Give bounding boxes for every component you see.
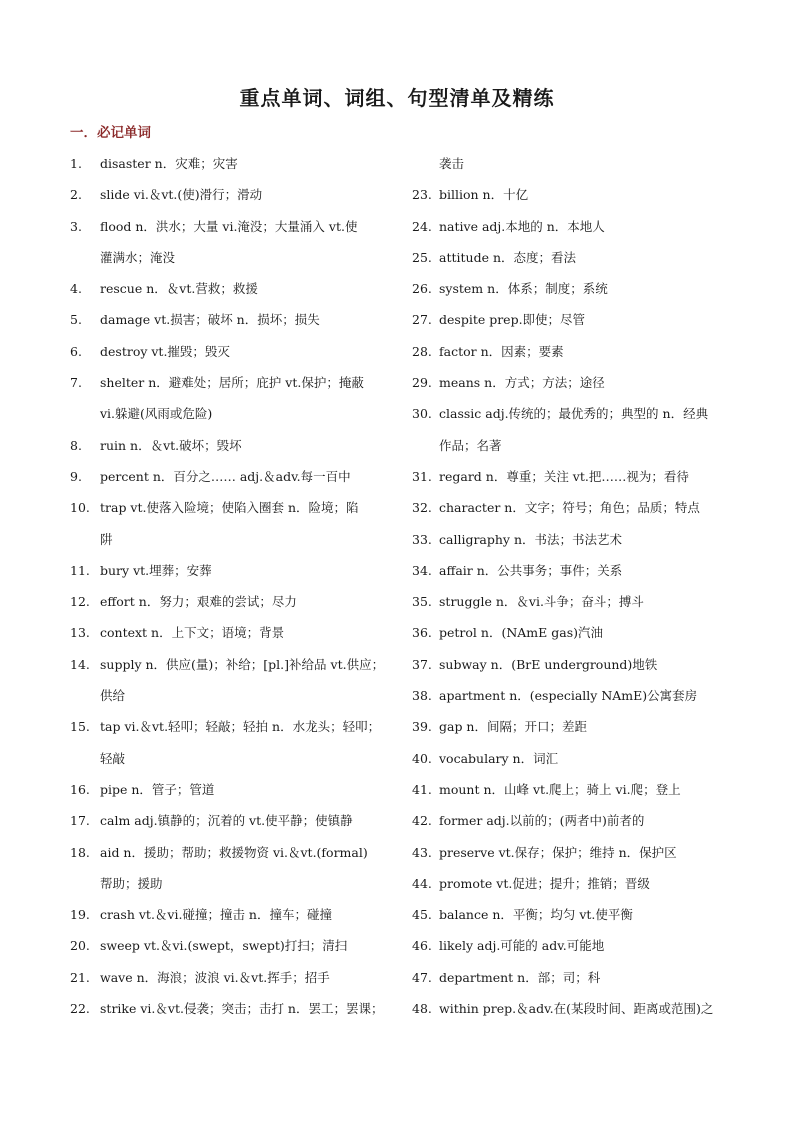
item-text: struggle n．＆vi.斗争；奋斗；搏斗	[439, 594, 644, 610]
item-number: 11.	[70, 562, 90, 578]
item-text: billion n．十亿	[439, 187, 529, 203]
item-text: factor n．因素；要素	[439, 343, 564, 359]
vocab-line	[412, 680, 732, 711]
item-text: tap vi.＆vt.轻叩；轻敲；轻拍 n．水龙头；轻叩；	[100, 719, 381, 735]
vocab-line	[412, 179, 732, 210]
item-number: 43.	[412, 844, 432, 860]
vocab-line	[412, 899, 732, 930]
item-text: trap vt.使落入险境；使陷入圈套 n．险境；陷	[100, 500, 359, 516]
item-text: despite prep.即使；尽管	[439, 312, 586, 328]
item-number: 17.	[70, 813, 90, 829]
vocab-line	[70, 617, 400, 648]
item-number: 23.	[412, 187, 432, 203]
item-text: rescue n．＆vt.营救；救援	[100, 281, 258, 297]
item-number: 37.	[412, 656, 432, 672]
item-number: 47.	[412, 969, 432, 985]
item-text: pipe n．管子；管道	[100, 781, 215, 797]
vocab-line	[70, 492, 400, 523]
vocab-line	[412, 868, 732, 899]
item-text: 阱	[100, 531, 113, 547]
item-number: 10.	[70, 500, 90, 516]
item-number: 34.	[412, 562, 432, 578]
item-number: 13.	[70, 625, 90, 641]
vocab-line	[412, 993, 732, 1024]
vocab-line	[70, 430, 400, 461]
item-number: 33.	[412, 531, 432, 547]
item-text: native adj.本地的 n．本地人	[439, 218, 605, 234]
item-text: flood n．洪水；大量 vi.淹没；大量涌入 vt.使	[100, 218, 358, 234]
item-text: destroy vt.摧毁；毁灭	[100, 343, 230, 359]
vocab-line	[412, 743, 732, 774]
item-number: 27.	[412, 312, 432, 328]
item-number: 12.	[70, 594, 90, 610]
item-number: 19.	[70, 907, 90, 923]
item-text: character n．文字；符号；角色；品质；特点	[439, 500, 700, 516]
item-number: 31.	[412, 468, 432, 484]
item-text: promote vt.促进；提升；推销；晋级	[439, 875, 650, 891]
vocab-line	[70, 304, 400, 335]
item-number: 24.	[412, 218, 432, 234]
vocab-line	[412, 211, 732, 242]
vocab-line	[70, 962, 400, 993]
item-number: 48.	[412, 1001, 432, 1017]
item-text: classic adj.传统的；最优秀的；典型的 n．经典	[439, 406, 709, 422]
item-number: 42.	[412, 813, 432, 829]
item-text: 供给	[100, 688, 126, 704]
vocab-line	[412, 242, 732, 273]
item-number: 1.	[70, 156, 82, 171]
item-number: 41.	[412, 781, 432, 797]
item-text: vocabulary n．词汇	[439, 750, 559, 766]
item-text: sweep vt.＆vi.(swept，swept)打扫；清扫	[100, 938, 348, 954]
vocab-line	[70, 367, 400, 398]
item-text: supply n．供应(量)；补给；[pl.]补给品 vt.供应；	[100, 656, 385, 672]
vocab-line	[70, 868, 400, 899]
item-text: 帮助；援助	[100, 875, 163, 891]
item-number: 44.	[412, 875, 432, 891]
item-text: gap n．间隔；开口；差距	[439, 719, 587, 735]
item-text: disaster n．灾难；灾害	[100, 156, 238, 171]
item-number: 29.	[412, 375, 432, 391]
item-number: 7.	[70, 375, 82, 391]
item-number: 8.	[70, 437, 82, 453]
vocab-line	[70, 837, 400, 868]
item-text: aid n．援助；帮助；救援物资 vi.＆vt.(formal)	[100, 844, 368, 860]
vocab-line	[412, 837, 732, 868]
item-text: means n．方式；方法；途径	[439, 375, 605, 391]
vocab-line	[412, 774, 732, 805]
vocab-line	[70, 524, 400, 555]
item-text: preserve vt.保存；保护；维持 n．保护区	[439, 844, 677, 860]
vocab-line	[412, 148, 732, 179]
vocab-line	[412, 524, 732, 555]
item-number: 38.	[412, 688, 432, 704]
vocab-line	[412, 430, 732, 461]
item-text: bury vt.埋葬；安葬	[100, 562, 212, 578]
vocab-line	[70, 398, 400, 429]
item-number: 4.	[70, 281, 82, 297]
item-text: context n．上下文；语境；背景	[100, 625, 285, 641]
item-number: 9.	[70, 468, 82, 484]
vocab-line	[412, 336, 732, 367]
item-text: former adj.以前的；(两者中)前者的	[439, 813, 645, 829]
vocab-line	[412, 649, 732, 680]
item-number: 32.	[412, 500, 432, 516]
item-text: petrol n．(NAmE gas)汽油	[439, 625, 603, 641]
item-number: 28.	[412, 343, 432, 359]
vocab-line	[70, 273, 400, 304]
item-text: effort n．努力；艰难的尝试；尽力	[100, 594, 297, 610]
item-text: 轻敲	[100, 750, 126, 766]
item-text: balance n．平衡；均匀 vt.使平衡	[439, 907, 633, 923]
vocab-line	[70, 242, 400, 273]
vocab-line	[70, 211, 400, 242]
item-text: likely adj.可能的 adv.可能地	[439, 938, 605, 954]
item-text: mount n．山峰 vt.爬上；骑上 vi.爬；登上	[439, 781, 681, 797]
item-text: department n．部；司；科	[439, 969, 601, 985]
item-number: 15.	[70, 719, 90, 735]
item-text: subway n．(BrE underground)地铁	[439, 656, 658, 672]
item-text: crash vt.＆vi.碰撞；撞击 n．撞车；碰撞	[100, 907, 332, 923]
item-text: vi.躲避(风雨或危险)	[100, 406, 213, 422]
item-number: 46.	[412, 938, 432, 954]
item-text: system n．体系；制度；系统	[439, 281, 608, 297]
item-text: within prep.＆adv.在(某段时间、距离或范围)之	[439, 1001, 714, 1017]
item-number: 40.	[412, 750, 432, 766]
item-text: percent n．百分之…… adj.＆adv.每一百中	[100, 468, 351, 484]
vocab-line	[412, 492, 732, 523]
item-number: 35.	[412, 594, 432, 610]
vocab-line	[70, 680, 400, 711]
page-title: 重点单词、词组、句型清单及精练	[239, 86, 555, 110]
item-text: shelter n．避难处；居所；庇护 vt.保护；掩蔽	[100, 375, 364, 391]
item-number: 30.	[412, 406, 432, 422]
item-text: regard n．尊重；关注 vt.把……视为；看待	[439, 468, 689, 484]
vocab-line	[70, 336, 400, 367]
vocab-line	[412, 617, 732, 648]
vocab-line	[70, 148, 400, 179]
vocab-line	[70, 743, 400, 774]
item-number: 6.	[70, 343, 82, 359]
vocab-line	[70, 711, 400, 742]
vocab-line	[70, 461, 400, 492]
vocab-line	[70, 774, 400, 805]
section-heading: 一．必记单词	[70, 125, 151, 141]
item-number: 39.	[412, 719, 432, 735]
vocab-line	[70, 930, 400, 961]
vocab-line	[70, 649, 400, 680]
item-number: 18.	[70, 844, 90, 860]
item-text: affair n．公共事务；事件；关系	[439, 562, 623, 578]
vocab-line	[412, 555, 732, 586]
item-number: 5.	[70, 312, 82, 328]
item-text: 灌满水；淹没	[100, 249, 176, 265]
item-text: calm adj.镇静的；沉着的 vt.使平静；使镇静	[100, 813, 353, 829]
item-text: damage vt.损害；破坏 n．损坏；损失	[100, 312, 320, 328]
vocab-line	[412, 367, 732, 398]
vocab-line	[412, 805, 732, 836]
vocab-line	[70, 586, 400, 617]
item-text: wave n．海浪；波浪 vi.＆vt.挥手；招手	[100, 969, 330, 985]
vocab-line	[412, 461, 732, 492]
item-text: slide vi.＆vt.(使)滑行；滑动	[100, 187, 263, 203]
item-number: 45.	[412, 907, 432, 923]
item-number: 21.	[70, 969, 90, 985]
item-number: 36.	[412, 625, 432, 641]
vocab-line	[70, 555, 400, 586]
item-text: attitude n．态度；看法	[439, 249, 576, 265]
item-number: 20.	[70, 938, 90, 954]
item-text: 作品；名著	[439, 437, 502, 453]
item-number: 2.	[70, 187, 82, 203]
item-text: apartment n．(especially NAmE)公寓套房	[439, 688, 698, 704]
item-number: 26.	[412, 281, 432, 297]
vocab-line	[70, 179, 400, 210]
vocab-line	[70, 805, 400, 836]
item-text: ruin n．＆vt.破坏；毁坏	[100, 437, 242, 453]
vocab-line	[412, 304, 732, 335]
item-number: 3.	[70, 218, 82, 234]
right-column	[412, 148, 732, 1024]
vocab-line	[412, 711, 732, 742]
item-text: strike vi.＆vt.侵袭；突击；击打 n．罢工；罢课；	[100, 1001, 384, 1017]
vocab-line	[70, 993, 400, 1024]
vocab-line	[412, 586, 732, 617]
item-number: 14.	[70, 656, 90, 672]
item-text: calligraphy n．书法；书法艺术	[439, 531, 623, 547]
item-number: 25.	[412, 249, 432, 265]
vocab-line	[412, 398, 732, 429]
item-text: 袭击	[439, 156, 465, 171]
vocab-line	[412, 930, 732, 961]
left-column	[70, 148, 400, 1024]
vocab-line	[412, 962, 732, 993]
vocab-line	[412, 273, 732, 304]
item-number: 22.	[70, 1001, 90, 1017]
item-number: 16.	[70, 781, 90, 797]
vocab-line	[70, 899, 400, 930]
